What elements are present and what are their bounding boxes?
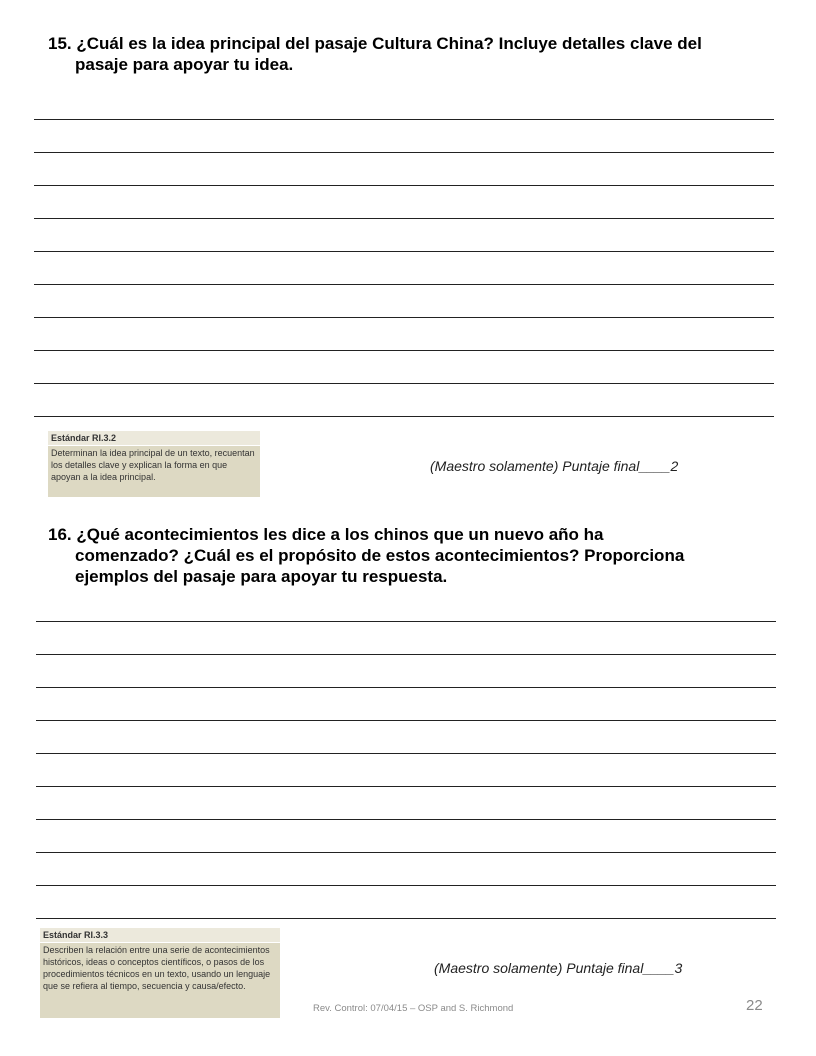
answer-line[interactable] <box>36 753 776 754</box>
standard-title-15: Estándar RI.3.2 <box>48 431 260 446</box>
answer-line[interactable] <box>34 119 774 120</box>
answer-line[interactable] <box>36 720 776 721</box>
answer-line[interactable] <box>34 185 774 186</box>
standard-text-16: Describen la relación entre una serie de acontecimientos históricos, ideas o conceptos científicos, o pasos de los procedimientos técnicos en un texto, usando un lenguaje que se refiera al tiempo, secuencia y causa/efecto. <box>43 945 271 991</box>
answer-line[interactable] <box>36 621 776 622</box>
question-16-line-1: ¿Qué acontecimientos les dice a los chinos que un nuevo año ha <box>76 525 604 544</box>
standard-box-15 <box>48 431 260 497</box>
answer-line[interactable] <box>34 152 774 153</box>
answer-line[interactable] <box>36 819 776 820</box>
answer-line[interactable] <box>36 687 776 688</box>
answer-line[interactable] <box>34 350 774 351</box>
standard-title-16: Estándar RI.3.3 <box>40 928 280 943</box>
answer-line[interactable] <box>36 786 776 787</box>
standard-text-15: Determinan la idea principal de un texto, recuentan los detalles clave y explican la forma en que apoyan a la idea principal. <box>51 448 255 482</box>
score-label-16: (Maestro solamente) Puntaje final____3 <box>434 960 683 976</box>
question-16-number: 16. <box>48 525 72 544</box>
answer-line[interactable] <box>36 852 776 853</box>
question-16-line-2: comenzado? ¿Cuál es el propósito de estos acontecimientos? Proporciona <box>75 546 685 565</box>
score-label-15: (Maestro solamente) Puntaje final____2 <box>430 458 679 474</box>
question-15 <box>48 33 778 75</box>
answer-line[interactable] <box>34 218 774 219</box>
answer-line[interactable] <box>34 383 774 384</box>
question-15-line-1: ¿Cuál es la idea principal del pasaje Cultura China? Incluye detalles clave del <box>76 34 702 53</box>
answer-line[interactable] <box>36 918 776 919</box>
answer-line[interactable] <box>36 885 776 886</box>
answer-line[interactable] <box>34 284 774 285</box>
answer-line[interactable] <box>34 251 774 252</box>
answer-line[interactable] <box>36 654 776 655</box>
question-16-line-3: ejemplos del pasaje para apoyar tu respuesta. <box>75 567 448 586</box>
revision-footer: Rev. Control: 07/04/15 – OSP and S. Richmond <box>313 1003 514 1014</box>
question-15-line-2: pasaje para apoyar tu idea. <box>75 55 294 74</box>
answer-line[interactable] <box>34 416 774 417</box>
answer-line[interactable] <box>34 317 774 318</box>
answer-lines-15[interactable] <box>34 119 774 419</box>
answer-lines-16[interactable] <box>36 621 776 921</box>
question-15-number: 15. <box>48 34 72 53</box>
standard-box-16 <box>40 928 280 1018</box>
question-16 <box>48 524 778 587</box>
page-number: 22 <box>746 997 763 1014</box>
